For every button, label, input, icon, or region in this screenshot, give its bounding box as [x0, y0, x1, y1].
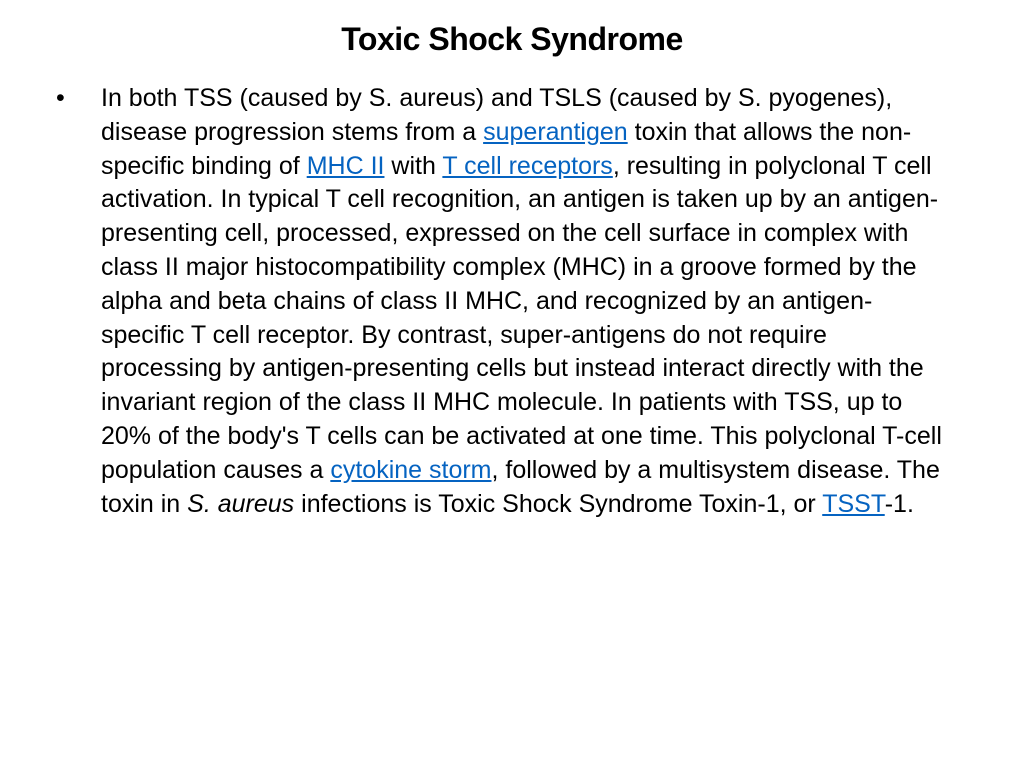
t-cell-receptors-link[interactable]: T cell receptors: [442, 151, 613, 180]
slide-body: [56, 82, 950, 521]
bullet-point: •: [56, 84, 65, 112]
mhc-ii-link[interactable]: MHC II: [306, 151, 385, 180]
bullet-paragraph: [70, 82, 950, 521]
text-segment: , followed by a multisystem disease. The toxin in: [101, 455, 940, 518]
text-segment: toxin that allows the non-specific binding of: [101, 117, 912, 180]
text-segment: with: [384, 151, 443, 180]
text-segment: , resulting in polyclonal T cell activation. In typical T cell recognition, an antigen is taken up by an antigen-presenting cell, processed, expressed on the cell surface in complex with class II major histocompatibility complex (MHC) in a groove formed by the alpha and beta chains of class II MHC, and recognized by an antigen-specific T cell receptor. By contrast, super-antigens do not require processing by antigen-presenting cells but instead interact directly with the invariant region of the class II MHC molecule. In patients with TSS, up to 20% of the body's T cells can be activated at one time. This polyclonal T-cell population causes a: [101, 151, 942, 484]
text-segment: infections is Toxic Shock Syndrome Toxin-1, or: [294, 489, 823, 518]
italic-species-name: S. aureus: [187, 489, 295, 518]
text-segment: In both TSS (caused by S. aureus) and TSLS (caused by S. pyogenes), disease progression stems from a: [101, 84, 893, 146]
text-segment: -1.: [884, 489, 914, 518]
tsst-link[interactable]: TSST: [822, 489, 885, 518]
slide-title: Toxic Shock Syndrome: [341, 21, 683, 57]
superantigen-link[interactable]: superantigen: [483, 117, 628, 146]
cytokine-storm-link[interactable]: cytokine storm: [330, 455, 492, 484]
